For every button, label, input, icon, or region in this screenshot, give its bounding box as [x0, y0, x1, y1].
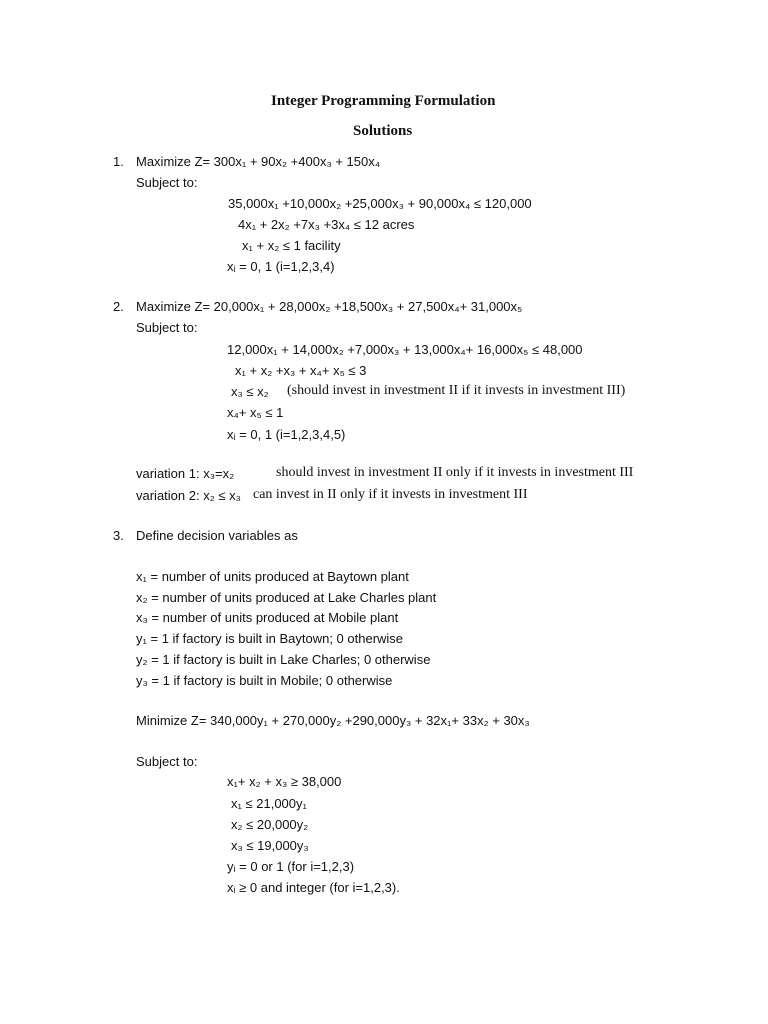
constraint: 4x₁ + 2x₂ +7x₃ +3x₄ ≤ 12 acres	[238, 217, 415, 232]
objective-function: Maximize Z= 20,000x₁ + 28,000x₂ +18,500x₃ + 27,500x₄+ 31,000x₅	[136, 299, 523, 314]
variable-definition: y₂ = 1 if factory is built in Lake Charles; 0 otherwise	[136, 652, 431, 667]
objective-function: Minimize Z= 340,000y₁ + 270,000y₂ +290,000y₃ + 32x₁+ 33x₂ + 30x₃	[136, 713, 530, 728]
variation-2-text: can invest in II only if it invests in investment III	[253, 487, 528, 502]
variable-definition: y₁ = 1 if factory is built in Baytown; 0 otherwise	[136, 631, 404, 646]
variation-1-text: should invest in investment II only if it invests in investment III	[276, 465, 634, 480]
constraint: x₁+ x₂ + x₃ ≥ 38,000	[227, 774, 342, 789]
page-title: Integer Programming Formulation	[271, 93, 496, 109]
page-subtitle: Solutions	[353, 123, 413, 139]
problem-number: 1.	[113, 154, 124, 169]
subject-to-label: Subject to:	[136, 754, 198, 769]
constraint: yᵢ = 0 or 1 (for i=1,2,3)	[227, 859, 355, 874]
constraint: x₂ ≤ 20,000y₂	[231, 817, 309, 832]
problem-number: 2.	[113, 299, 124, 314]
problem-number: 3.	[113, 528, 124, 543]
constraint: xᵢ ≥ 0 and integer (for i=1,2,3).	[227, 880, 400, 895]
subject-to-label: Subject to:	[136, 320, 198, 335]
constraint: x₁ + x₂ +x₃ + x₄+ x₅ ≤ 3	[235, 363, 367, 378]
variable-definition: y₃ = 1 if factory is built in Mobile; 0 otherwise	[136, 673, 393, 688]
constraint: 12,000x₁ + 14,000x₂ +7,000x₃ + 13,000x₄+ 16,000x₅ ≤ 48,000	[227, 342, 583, 357]
constraint: x₃ ≤ x₂	[231, 384, 269, 399]
constraint: xᵢ = 0, 1 (i=1,2,3,4)	[227, 259, 335, 274]
variable-definition: x₁ = number of units produced at Baytown plant	[136, 569, 409, 584]
constraint: xᵢ = 0, 1 (i=1,2,3,4,5)	[227, 427, 346, 442]
variable-definition: x₃ = number of units produced at Mobile plant	[136, 610, 399, 625]
constraint-note: (should invest in investment II if it invests in investment III)	[287, 383, 626, 398]
objective-function: Maximize Z= 300x₁ + 90x₂ +400x₃ + 150x₄	[136, 154, 381, 169]
constraint: x₁ ≤ 21,000y₁	[231, 796, 307, 811]
problem-intro: Define decision variables as	[136, 528, 298, 543]
constraint: x₃ ≤ 19,000y₃	[231, 838, 309, 853]
variable-definition: x₂ = number of units produced at Lake Charles plant	[136, 590, 437, 605]
constraint: x₁ + x₂ ≤ 1 facility	[242, 238, 341, 253]
constraint: 35,000x₁ +10,000x₂ +25,000x₃ + 90,000x₄ ≤ 120,000	[228, 196, 532, 211]
variation-2-label: variation 2: x₂ ≤ x₃	[136, 488, 241, 503]
variation-1-label: variation 1: x₃=x₂	[136, 466, 235, 481]
subject-to-label: Subject to:	[136, 175, 198, 190]
constraint: x₄+ x₅ ≤ 1	[227, 405, 284, 420]
